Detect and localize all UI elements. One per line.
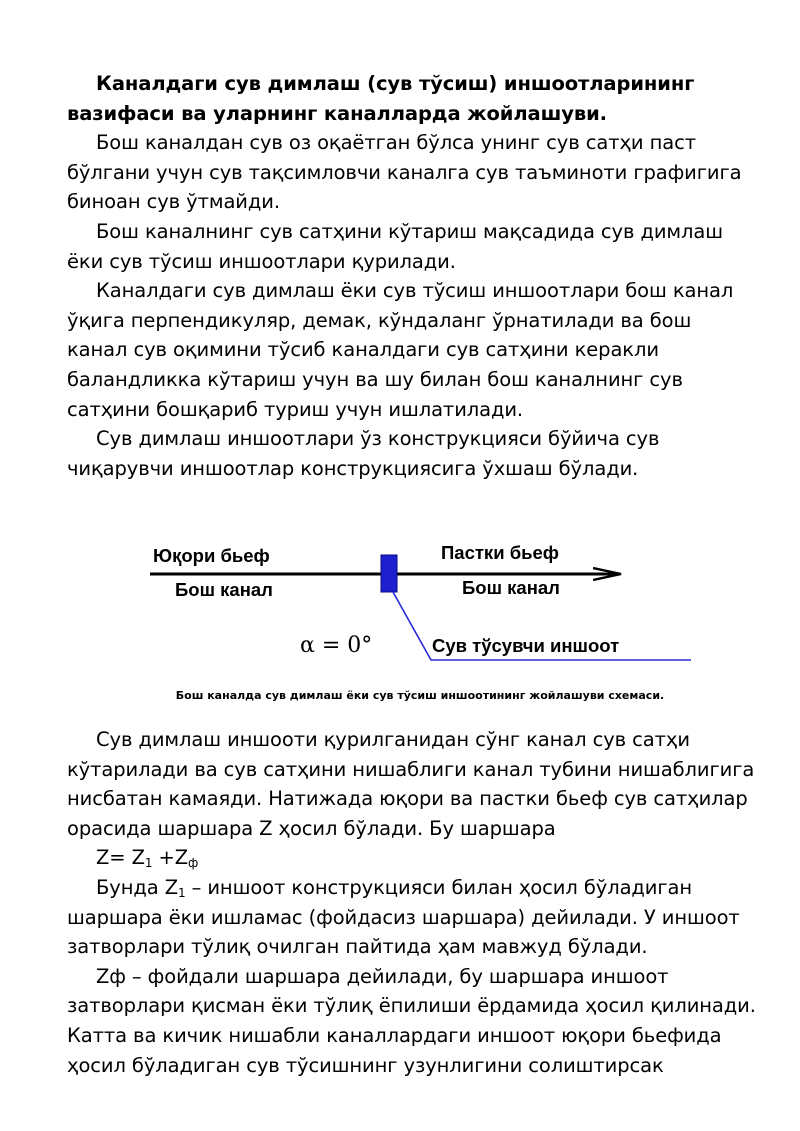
paragraph: Бош каналнинг сув сатҳини кўтариш мақсадида сув димлаш ёки сув тўсиш иншоотлари қурилади. <box>67 219 723 273</box>
section-heading: Каналдаги сув димлаш (сув тўсиш) иншоотларининг вазифаси ва уларнинг каналларда жойлашуви. <box>67 72 695 125</box>
paragraph: Zф – фойдали шаршара дейилади, бу шаршара иншоот затворлари қисман ёки тўлиқ ёпилиши ёрдамида ҳосил қилинади. Катта ва кичик нишабли каналлардаги иншоот юқори бьефида ҳосил бўладиган сув тўсишнинг узунлигини солиштирсак <box>67 964 756 1077</box>
angle-label: α = 0° <box>300 633 373 658</box>
text-section-bottom <box>67 725 757 1080</box>
diagram-caption: Бош каналда сув димлаш ёки сув тўсиш иншоотининг жойлашуви схемаси. <box>175 689 665 702</box>
z1-subscript: 1 <box>177 885 186 900</box>
paragraph: Сув димлаш иншоотлари ўз конструкцияси бўйича сув чиқарувчи иншоотлар конструкциясига ўхшаш бўлади. <box>67 427 660 480</box>
structure-label: Сув тўсувчи иншоот <box>432 635 620 656</box>
z1-prefix: Бунда Z <box>96 875 178 899</box>
left-canal-label: Бош канал <box>175 579 273 600</box>
formula <box>67 843 757 873</box>
formula-sub2: ф <box>188 856 199 871</box>
paragraph <box>67 873 757 962</box>
right-canal-label: Бош канал <box>462 577 560 598</box>
formula-sub1: 1 <box>144 856 153 871</box>
downstream-label: Пастки бьеф <box>441 542 559 563</box>
formula-lhs: Z= Z <box>96 846 145 870</box>
z1-rest: – иншоот конструкцияси билан ҳосил бўладиган шаршара ёки ишламас (фойдасиз шаршара) дейилади. У иншоот затворлари тўлиқ очилган пайтида ҳам мавжуд бўлади. <box>67 875 740 959</box>
paragraph: Каналдаги сув димлаш ёки сув тўсиш иншоотлари бош канал ўқига перпендикуляр, демак, кўндаланг ўрнатилади ва бош канал сув оқимини тўсиб каналдаги сув сатҳини керакли баландликка кўтариш учун ва шу билан бош каналнинг сув сатҳини бошқариб туриш учун ишлатилади. <box>67 279 734 421</box>
text-section-top <box>67 69 757 483</box>
upstream-label: Юқори бьеф <box>153 545 270 566</box>
paragraph: Сув димлаш иншооти қурилганидан сўнг канал сув сатҳи кўтарилади ва сув сатҳини нишаблиги канал тубини нишаблигига нисбатан камаяди. Натижада юқори ва пастки бьеф сув сатҳилар орасида шаршара Z ҳосил бўлади. Бу шаршара <box>67 728 755 840</box>
formula-mid: +Z <box>152 846 189 870</box>
water-barrier-structure <box>381 555 397 592</box>
diagram-svg <box>145 535 705 670</box>
paragraph: Бош каналдан сув оз оқаётган бўлса унинг сув сатҳи паст бўлгани учун сув тақсимловчи каналга сув таъминоти графигига биноан сув ўтмайди. <box>67 131 742 214</box>
canal-structure-diagram <box>145 535 705 670</box>
